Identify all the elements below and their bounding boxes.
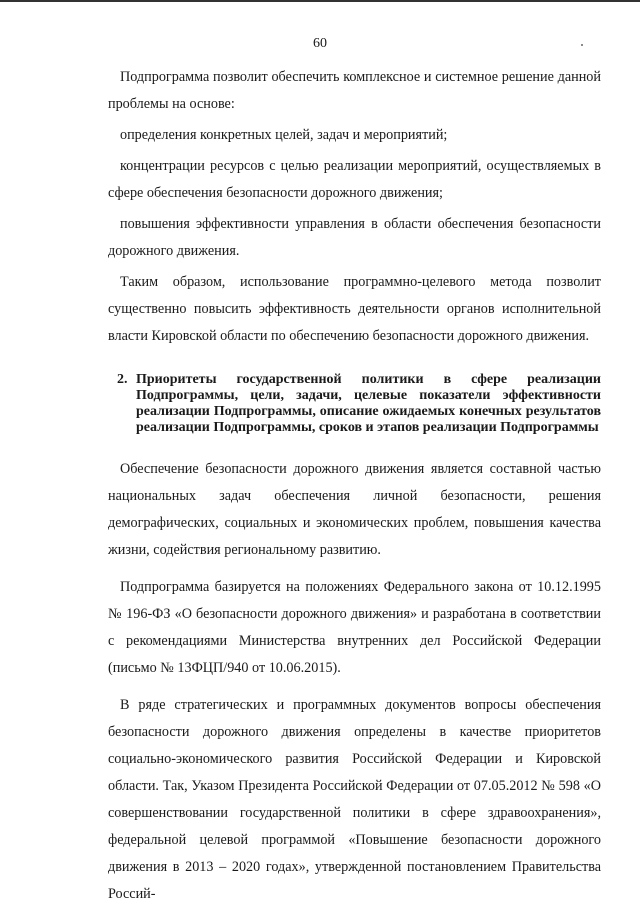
section-heading <box>108 372 601 436</box>
paragraph-road-safety: Обеспечение безопасности дорожного движения является составной частью национальных задач обеспечения личной безопасности, решения демографических, социальных и экономических проблем, повышения качества жизни, содействия региональному развитию. <box>108 461 601 558</box>
paragraph-intro: Подпрограмма позволит обеспечить комплексное и системное решение данной проблемы на основе: <box>108 69 601 112</box>
section-number: 2. <box>117 372 128 387</box>
top-border-line <box>0 0 640 2</box>
list-item-goals: определения конкретных целей, задач и мероприятий; <box>120 127 448 143</box>
document-body <box>108 64 601 908</box>
section-title: Приоритеты государственной политики в сфере реализации Подпрограммы, цели, задачи, целевые показатели эффективности реализации Подпрограммы, описание ожидаемых конечных результатов реализации Подпрограммы, сроков и этапов реализации Подпрограммы <box>136 372 601 435</box>
list-item-resources: концентрации ресурсов с целью реализации мероприятий, осуществляемых в сфере обеспечения безопасности дорожного движения; <box>108 158 601 201</box>
paragraph-strategic-documents: В ряде стратегических и программных документов вопросы обеспечения безопасности дорожного движения определены в качестве приоритетов социально-экономического развития Российской Федерации и Кировской области. Так, Указом Президента Российской Федерации от 07.05.2012 № 598 «О совершенствовании государственной политики в сфере здравоохранения», федеральной целевой программой «Повышение безопасности дорожного движения в 2013 – 2020 годах», утвержденной постановлением Правительства Россий- <box>108 697 601 902</box>
paragraph-federal-law: Подпрограмма базируется на положениях Федерального закона от 10.12.1995 № 196-ФЗ «О безопасности дорожного движения» и разработана в соответствии с рекомендациями Министерства внутренних дел Российской Федерации (письмо № 13ФЦП/940 от 10.06.2015). <box>108 579 601 676</box>
scan-artifact-dot <box>581 44 583 46</box>
page-number: 60 <box>313 36 327 51</box>
paragraph-conclusion: Таким образом, использование программно-целевого метода позволит существенно повысить эффективность деятельности органов исполнительной власти Кировской области по обеспечению безопасности дорожного движения. <box>108 274 601 344</box>
list-item-management: повышения эффективности управления в области обеспечения безопасности дорожного движения. <box>108 216 601 259</box>
